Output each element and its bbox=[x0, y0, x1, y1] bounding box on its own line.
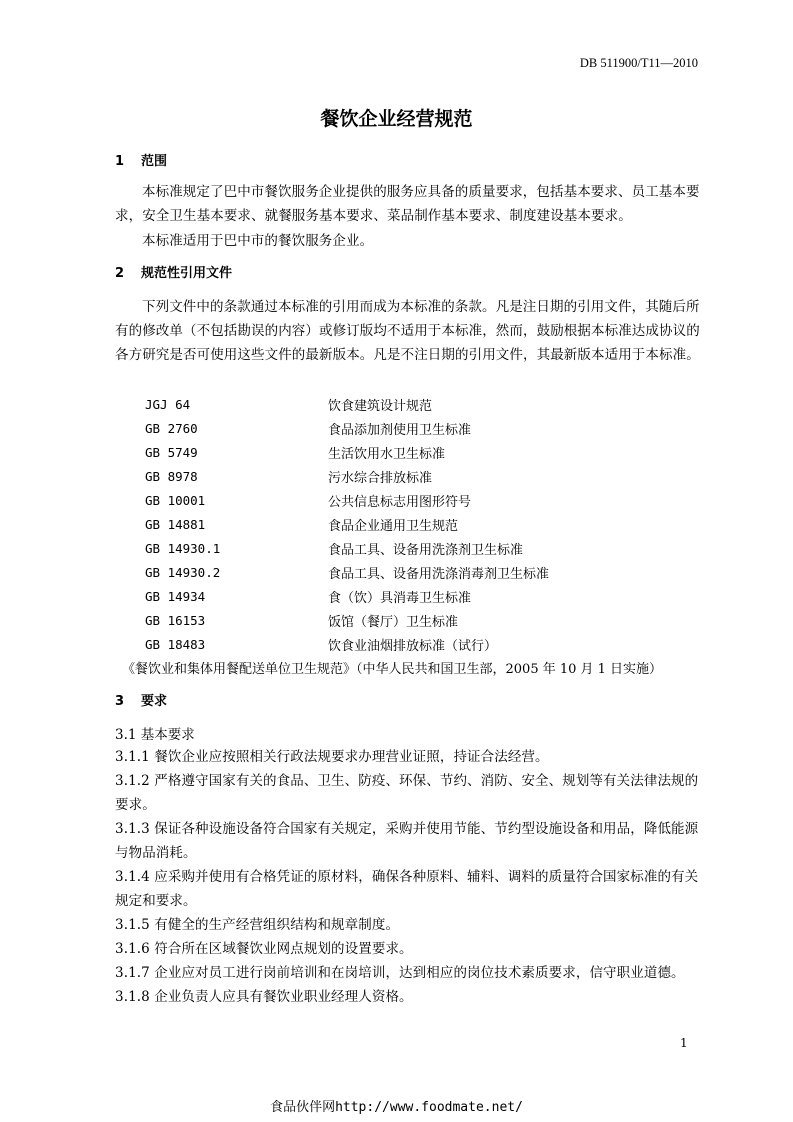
scope-paragraph: 本标准规定了巴中市餐饮服务企业提供的服务应具备的质量要求，包括基本要求、员工基本要求，安全卫生基本要求、就餐服务基本要求、菜品制作基本要求、制度建设基本要求。 bbox=[115, 184, 700, 224]
references-paragraph: 下列文件中的条款通过本标准的引用而成为本标准的条款。凡是注日期的引用文件，其随后所有的修改单（不包括勘误的内容）或修订版均不适用于本标准，然而，鼓励根据本标准达成协议的各方研究是否可使用这些文件的最新版本。凡是不注日期的引用文件，其最新版本适用于本标准。 bbox=[115, 299, 700, 363]
reference-code: JGJ 64 bbox=[145, 397, 191, 412]
reference-title: 食品企业通用卫生规范 bbox=[328, 519, 459, 534]
requirement-item: 3.1.5 有健全的生产经营组织结构和规章制度。 bbox=[115, 917, 400, 933]
reference-title: 食品工具、设备用洗涤剂卫生标准 bbox=[328, 543, 524, 558]
reference-title: 食品添加剂使用卫生标准 bbox=[328, 423, 472, 438]
reference-code: GB 14881 bbox=[145, 517, 206, 532]
page-title: 餐饮企业经营规范 bbox=[320, 108, 473, 130]
requirement-item: 3.1.4 应采购并使用有合格凭证的原材料，确保各种原料、辅料、调料的质量符合国家标准的有关规定和要求。 bbox=[115, 869, 699, 909]
section-heading-normative-references bbox=[115, 262, 232, 281]
requirement-item: 3.1.1 餐饮企业应按照相关行政法规要求办理营业证照，持证合法经营。 bbox=[115, 749, 549, 765]
scope-applicability: 本标准适用于巴中市的餐饮服务企业。 bbox=[142, 233, 374, 249]
section-number: 2 bbox=[115, 266, 125, 281]
section-title: 要求 bbox=[141, 694, 168, 709]
reference-code: GB 14934 bbox=[145, 589, 206, 604]
reference-title: 饭馆（餐厅）卫生标准 bbox=[328, 615, 459, 630]
requirement-item: 3.1.3 保证各种设施设备符合国家有关规定，采购并使用节能、节约型设施设备和用品，降低能源与物品消耗。 bbox=[115, 821, 699, 861]
reference-code: GB 2760 bbox=[145, 421, 198, 436]
reference-title: 食（饮）具消毒卫生标准 bbox=[328, 591, 472, 606]
reference-code: GB 14930.1 bbox=[145, 541, 221, 556]
requirement-item: 3.1.6 符合所在区域餐饮业网点规划的设置要求。 bbox=[115, 941, 413, 957]
section-number: 1 bbox=[115, 154, 125, 169]
reference-code: GB 18483 bbox=[145, 637, 206, 652]
page-number: 1 bbox=[680, 1036, 688, 1050]
reference-title: 污水综合排放标准 bbox=[328, 471, 433, 486]
document-code: DB 511900/T11—2010 bbox=[579, 56, 698, 70]
reference-code: GB 8978 bbox=[145, 469, 198, 484]
reference-title: 饮食建筑设计规范 bbox=[328, 399, 433, 414]
reference-code: GB 14930.2 bbox=[145, 565, 221, 580]
requirement-item: 3.1.7 企业应对员工进行岗前培训和在岗培训，达到相应的岗位技术素质要求，信守职业道德。 bbox=[115, 965, 685, 981]
reference-title: 食品工具、设备用洗涤消毒剂卫生标准 bbox=[328, 567, 550, 582]
reference-regulation: 《餐饮业和集体用餐配送单位卫生规范》（中华人民共和国卫生部，2005 年 10 月 1 日实施） bbox=[122, 662, 663, 677]
section-title: 规范性引用文件 bbox=[141, 266, 233, 281]
section-title: 范围 bbox=[141, 154, 168, 169]
section-heading-scope bbox=[115, 150, 167, 169]
requirement-item: 3.1.2 严格遵守国家有关的食品、卫生、防疫、环保、节约、消防、安全、规划等有关法律法规的要求。 bbox=[115, 773, 699, 813]
reference-code: GB 16153 bbox=[145, 613, 206, 628]
reference-title: 生活饮用水卫生标准 bbox=[328, 447, 446, 462]
requirement-item: 3.1.8 企业负责人应具有餐饮业职业经理人资格。 bbox=[115, 989, 413, 1005]
reference-title: 饮食业油烟排放标准（试行） bbox=[328, 639, 498, 654]
reference-title: 公共信息标志用图形符号 bbox=[328, 495, 472, 510]
reference-code: GB 10001 bbox=[145, 493, 206, 508]
reference-code: GB 5749 bbox=[145, 445, 198, 460]
footer-watermark: 食品伙伴网http://www.foodmate.net/ bbox=[270, 1100, 523, 1115]
section-heading-requirements bbox=[115, 690, 167, 709]
subsection-heading: 3.1 基本要求 bbox=[115, 727, 195, 743]
section-number: 3 bbox=[115, 694, 125, 709]
